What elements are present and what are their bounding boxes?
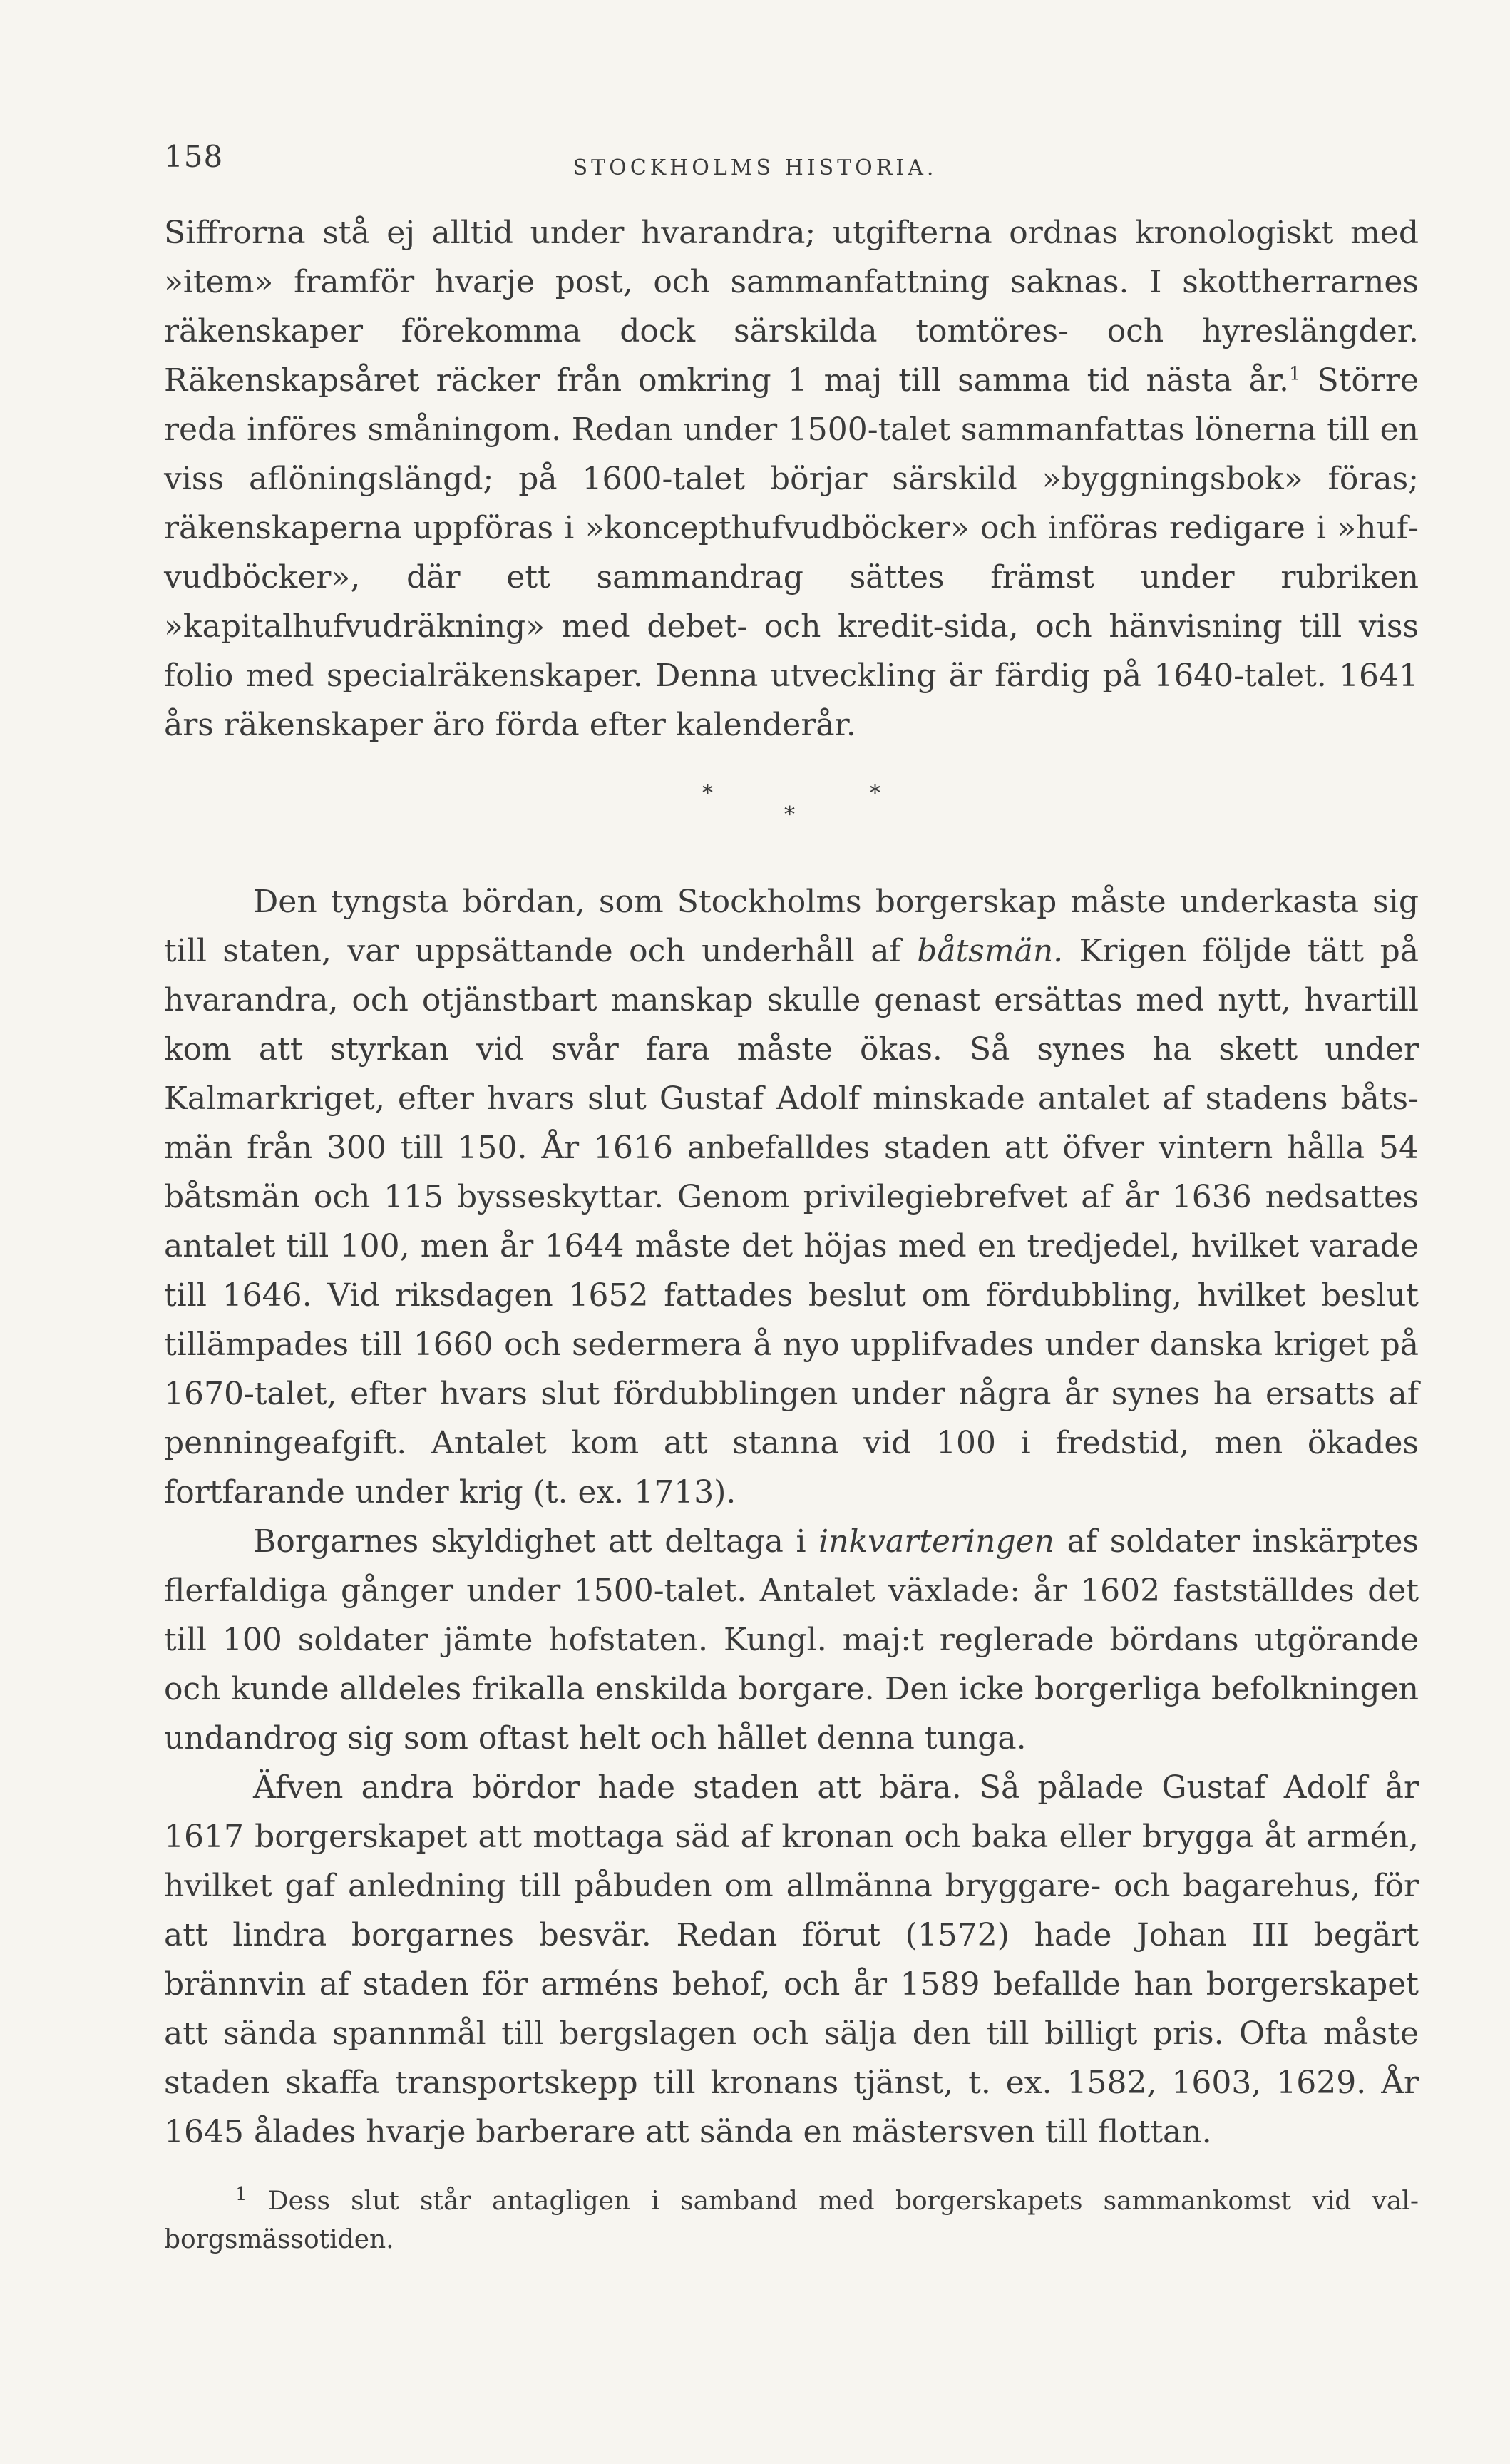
section-burdens <box>164 877 1419 2157</box>
asterisk-mark: * <box>784 802 795 827</box>
paragraph-text: Siffrorna stå ej alltid under hvarandra; utgifterna ordnas kronologiskt med »item» framför hvarje post, och sammanfattning saknas. I skottherrarnes räkenskaper förekomma dock särskilda tomtöres- och hyreslängder. Räkenskapsåret räcker från omkring 1 maj till samma tid nästa år. <box>164 215 1419 399</box>
footnote-number: 1 <box>235 2184 247 2205</box>
asterisk-mark: * <box>870 781 880 806</box>
section-accounting <box>164 208 1419 750</box>
footnote-text: Dess slut står antagligen i samband med borgerskapets sammankomst vid valborgsmässotiden. <box>164 2187 1419 2254</box>
paragraph-text: Större reda införes småningom. Redan under 1500-talet sammanfattas lönerna till en viss aflöningslängd; på 1600-talet börjar särskild »byggningsbok» föras; räkenskaperna uppföras i »koncepthufvudböcker» och införas redigare i »hufvudböcker», där ett sammandrag sättes främst under rubriken »kapitalhufvudräkning» med debet- och kredit-sida, och hänvisning till viss folio med specialräkenskaper. Denna utveckling är färdig på 1640-talet. 1641 års räkenskaper äro förda efter kalenderår. <box>164 362 1419 743</box>
paragraph: Äfven andra bördor hade staden att bära. Så pålade Gustaf Adolf år 1617 borgerskapet att mottaga säd af kronan och baka eller brygga åt armén, hvilket gaf anledning till påbuden om allmänna bryggare- och bagarehus, för att lindra borgarnes besvär. Redan förut (1572) hade Johan III begärt brännvin af staden för arméns behof, och år 1589 befallde han borgerskapet att sända spannmål till bergslagen och sälja den till billigt pris. Ofta måste staden skaffa transportskepp till kronans tjänst, t. ex. 1582, 1603, 1629. År 1645 ålades hvarje barberare att sända en mästersven till flottan. <box>164 1769 1419 2150</box>
page-number: 158 <box>164 139 224 174</box>
paragraph-text: af soldater inskärptes flerfaldiga gånger under 1500-talet. Antalet växlade: år 1602 fastställdes det till 100 soldater jämte hofstaten. Kungl. maj:t reglerade bördans utgörande och kunde alldeles frikalla enskilda borgare. Den icke borgerliga befolkningen undandrog sig som oftast helt och hållet denna tunga. <box>164 1523 1419 1757</box>
paragraph <box>164 877 1419 1517</box>
paragraph-text: Den tyngsta bördan, som Stockholms borgerskap måste underkasta sig till staten, var uppsättande och underhåll af <box>164 884 1419 969</box>
section-separator <box>0 781 1510 827</box>
emphasis-term: inkvarteringen <box>818 1523 1055 1560</box>
asterisk-mark: * <box>702 781 713 806</box>
paragraph-text: Borgarnes skyldighet att deltaga i <box>253 1523 819 1560</box>
footnote <box>164 2182 1419 2259</box>
emphasis-term: båtsmän. <box>917 933 1064 969</box>
paragraph-text: Krigen följde tätt på hvarandra, och otjänstbart manskap skulle genast ersättas med nytt, hvartill kom att styrkan vid svår fara måste ökas. Så synes ha skett under Kalmarkriget, efter hvars slut Gustaf Adolf minskade antalet af stadens båtsmän från 300 till 150. År 1616 anbefalldes staden att öfver vintern hålla 54 båtsmän och 115 bysseskyttar. Genom privilegiebrefvet af år 1636 nedsattes antalet till 100, men år 1644 måste det höjas med en tredjedel, hvilket varade till 1646. Vid riksdagen 1652 fattades beslut om fördubbling, hvilket beslut tillämpades till 1660 och sedermera å nyo upplifvades under danska kriget på 1670-talet, efter hvars slut fördubblingen under några år synes ha ersatts af penningeafgift. Antalet kom att stanna vid 100 i fredstid, men ökades fortfarande under krig (t. ex. 1713). <box>164 933 1419 1510</box>
paragraph <box>164 208 1419 750</box>
footnote-reference: 1 <box>1289 363 1301 385</box>
paragraph <box>164 1517 1419 1763</box>
running-title: STOCKHOLMS HISTORIA. <box>572 155 938 180</box>
